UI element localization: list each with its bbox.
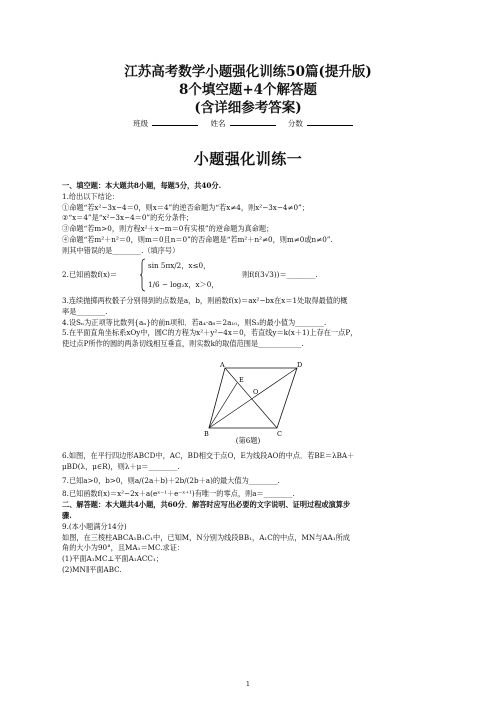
q6-line1: 6.如图，在平行四边形ABCD中，AC，BD相交于点O，E为线段AO的中点．若BE＝λBA＋ (62, 451, 355, 460)
label-A: A (220, 361, 225, 369)
q1-item-a: ①命题“若x²−3x−4＝0，则x＝4”的逆否命题为“若x≠4，则x²−3x−4≠0”； (62, 202, 309, 212)
class-label: 班级 (133, 119, 149, 128)
doc-title-line2: 8个填空题+4个解答题 (178, 82, 318, 98)
name-label: 姓名 (210, 119, 226, 128)
q1-intro: 1.给出以下结论： (62, 191, 120, 201)
q2-prefix: 2.已知函数f(x)＝ (62, 270, 118, 279)
figure-caption: (第6题) (235, 436, 261, 445)
doc-title-line1: 江苏高考数学小题强化训练50篇(提升版) (124, 64, 372, 80)
q1-item-d: ④命题“若m²＋n²＝0，则m＝0且n＝0”的否命题是“若m²＋n²≠0，则m≠0或n≠0”. (62, 234, 333, 244)
q3-line2: 率是________. (62, 306, 108, 316)
parallelogram-figure (205, 360, 305, 436)
q1-tail: 则其中错误的是________.（填序号） (62, 245, 180, 255)
student-info-row (0, 118, 496, 129)
q1-item-b: ②“x＝4”是“x²−3x−4＝0”的充分条件； (62, 213, 194, 223)
section-title: 小题强化训练一 (193, 150, 303, 168)
q9-part2: (2)MN∥平面ABC. (62, 564, 122, 574)
q9-line1: 如图，在三棱柱ABCA₁B₁C₁中，已知M，N分别为线段BB₁，A₁C的中点，MN与AA₁所成 (62, 532, 350, 542)
score-blank[interactable] (307, 125, 353, 126)
label-D: D (297, 361, 303, 369)
page-number: 1 (245, 680, 251, 688)
q7: 7.已知a>0，b>0，则a/(2a＋b)＋2b/(2b＋a)的最大值为________. (62, 475, 280, 485)
q9-part1: (1)平面A₁MC⊥平面A₁ACC₁； (62, 554, 163, 564)
q9-title: 9.(本小题满分14分) (62, 521, 127, 531)
q3-line1: 3.连续抛掷两枚骰子分别得到的点数是a，b，则函数f(x)＝ax²−bx在x＝1处取得最值的概 (62, 296, 348, 305)
q4: 4.设Sₙ为正项等比数列{aₙ}的前n项和．若a₄·a₈＝2a₁₀，则S₃的最小值为________. (62, 317, 327, 327)
label-O: O (253, 388, 259, 396)
label-E: E (239, 376, 244, 384)
part1-heading: 一、填空题：本大题共8小题，每题5分，共40分. (62, 181, 222, 190)
score-label: 分数 (287, 119, 303, 128)
name-blank[interactable] (230, 125, 276, 126)
q9-line2: 角的大小为90°，且MA₁＝MC.求证： (62, 543, 185, 553)
part2-heading-line1: 二、解答题：本大题共4小题，共60分．解答时应写出必要的文字说明、证明过程或演算步 (62, 500, 351, 510)
q6-line2: μBD(λ，μ∈R)，则λ＋μ＝________. (62, 461, 180, 471)
brace-icon (140, 258, 146, 292)
q2-piece2: 1/6 − log₂x，x＞0， (148, 280, 219, 289)
q1-item-c: ③命题“若m>0，则方程x²＋x−m＝0有实根”的逆命题为真命题； (62, 224, 274, 234)
doc-title-line3: (含详细参考答案) (194, 100, 302, 116)
q2-tail: 则f(f(3√3))＝________. (242, 270, 318, 279)
part2-heading-line2: 骤. (62, 510, 72, 520)
fill-in-section-3 (62, 451, 440, 576)
fill-in-section-2 (62, 296, 440, 350)
q8: 8.已知函数f(x)＝x²−2x＋a(eˣ⁻¹＋e⁻ˣ⁺¹)有唯一的零点，则a＝________. (62, 489, 295, 499)
label-B: B (204, 430, 209, 438)
q2-block (62, 258, 442, 292)
q5-line1: 5.在平面直角坐标系xOy中，圆C的方程为x²＋y²−4x＝0，若直线y＝k(x＋1)上存在一点P， (62, 328, 358, 338)
q5-line2: 使过点P所作的圆的两条切线相互垂直，则实数k的取值范围是____________. (62, 339, 304, 349)
fill-in-section (62, 181, 440, 257)
class-blank[interactable] (152, 125, 198, 126)
label-C: C (277, 430, 282, 438)
q2-piece1: sin 5πx/2，x≤0， (148, 261, 211, 270)
